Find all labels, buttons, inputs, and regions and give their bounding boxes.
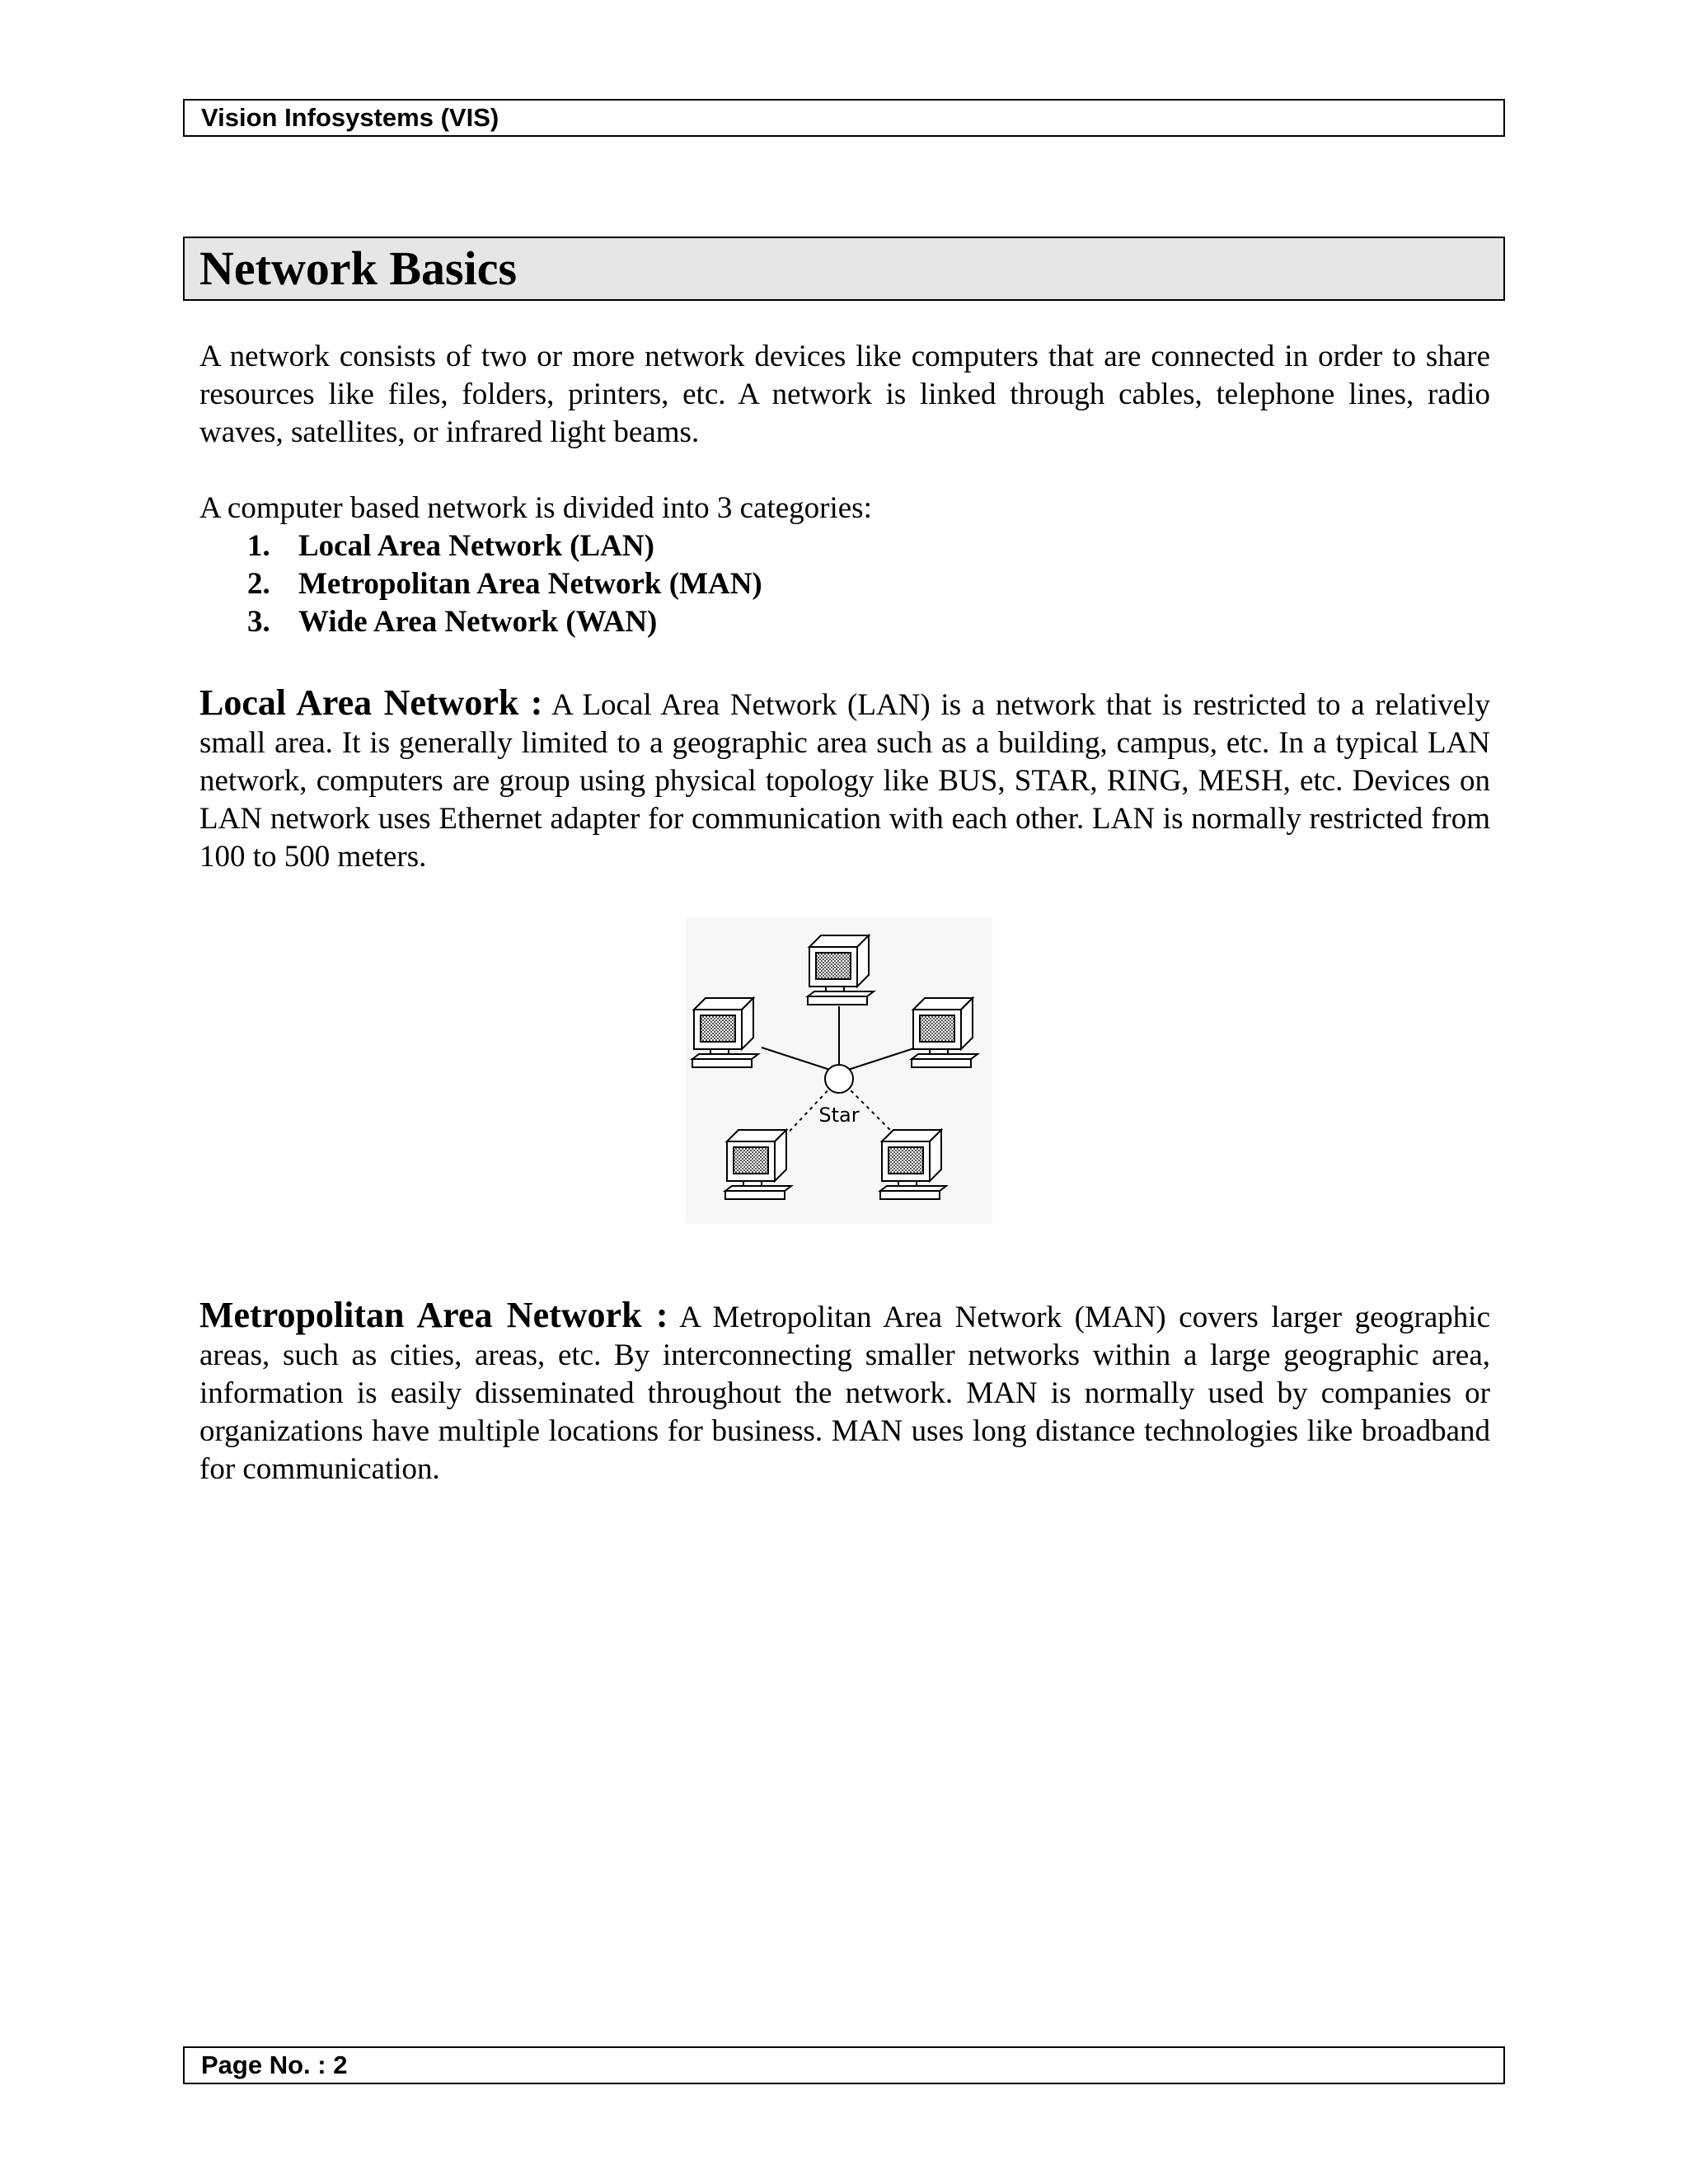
page-title [183,237,1505,301]
list-label: Metropolitan Area Network (MAN) [298,567,762,601]
list-number: 3. [247,605,270,639]
list-item [199,527,1490,565]
man-body: A Metropolitan Area Network (MAN) covers larger geographic areas, such as cities, areas, etc. By interconnecting smaller networks within a large geographic area, information is easily disseminated throughout the network. MAN is normally used by companies or organizations have multiple locations for business. MAN uses long distance technologies like broadband for communication. [199,1301,1491,1486]
document-body [199,338,1490,1488]
man-heading: Metropolitan Area Network : [199,1295,668,1335]
header-text: Vision Infosystems (VIS) [201,103,499,132]
computer-bottom-left [725,1130,791,1199]
computer-right [912,998,978,1067]
lan-section [199,684,1490,876]
star-topology-diagram [686,917,992,1224]
intro-paragraph: A network consists of two or more network devices like computers that are connected in order to share resources like files, folders, printers, etc. A network is linked through cables, telephone lines, radio waves, satellites, or infrared light beams. [199,340,1490,449]
star-label: Star [818,1104,860,1127]
list-item [199,565,1490,603]
list-number: 1. [247,529,270,563]
lan-heading: Local Area Network : [199,682,543,723]
list-number: 2. [247,567,270,601]
man-section [199,1296,1490,1488]
page-footer [183,2046,1505,2084]
page-title-text: Network Basics [199,241,518,295]
star-topology-figure [199,917,1490,1230]
categories-list [199,527,1490,641]
star-hub [825,1065,853,1093]
computer-bottom-right [880,1130,946,1199]
computer-left [692,998,758,1067]
page-number: Page No. : 2 [201,2050,348,2079]
list-label: Wide Area Network (WAN) [298,605,658,639]
page-header [183,99,1505,137]
list-item [199,603,1490,641]
computer-top [808,935,874,1005]
list-label: Local Area Network (LAN) [298,529,654,563]
categories-intro: A computer based network is divided into 3 categories: [199,491,872,525]
lan-body: A Local Area Network (LAN) is a network that is restricted to a relatively small area. It is generally limited to a geographic area such as a building, campus, etc. In a typical LAN network, computers are group using physical topology like BUS, STAR, RING, MESH, etc. Devices on LAN network uses Ethernet adapter for communication with each other. LAN is normally restricted from 100 to 500 meters. [199,688,1490,874]
